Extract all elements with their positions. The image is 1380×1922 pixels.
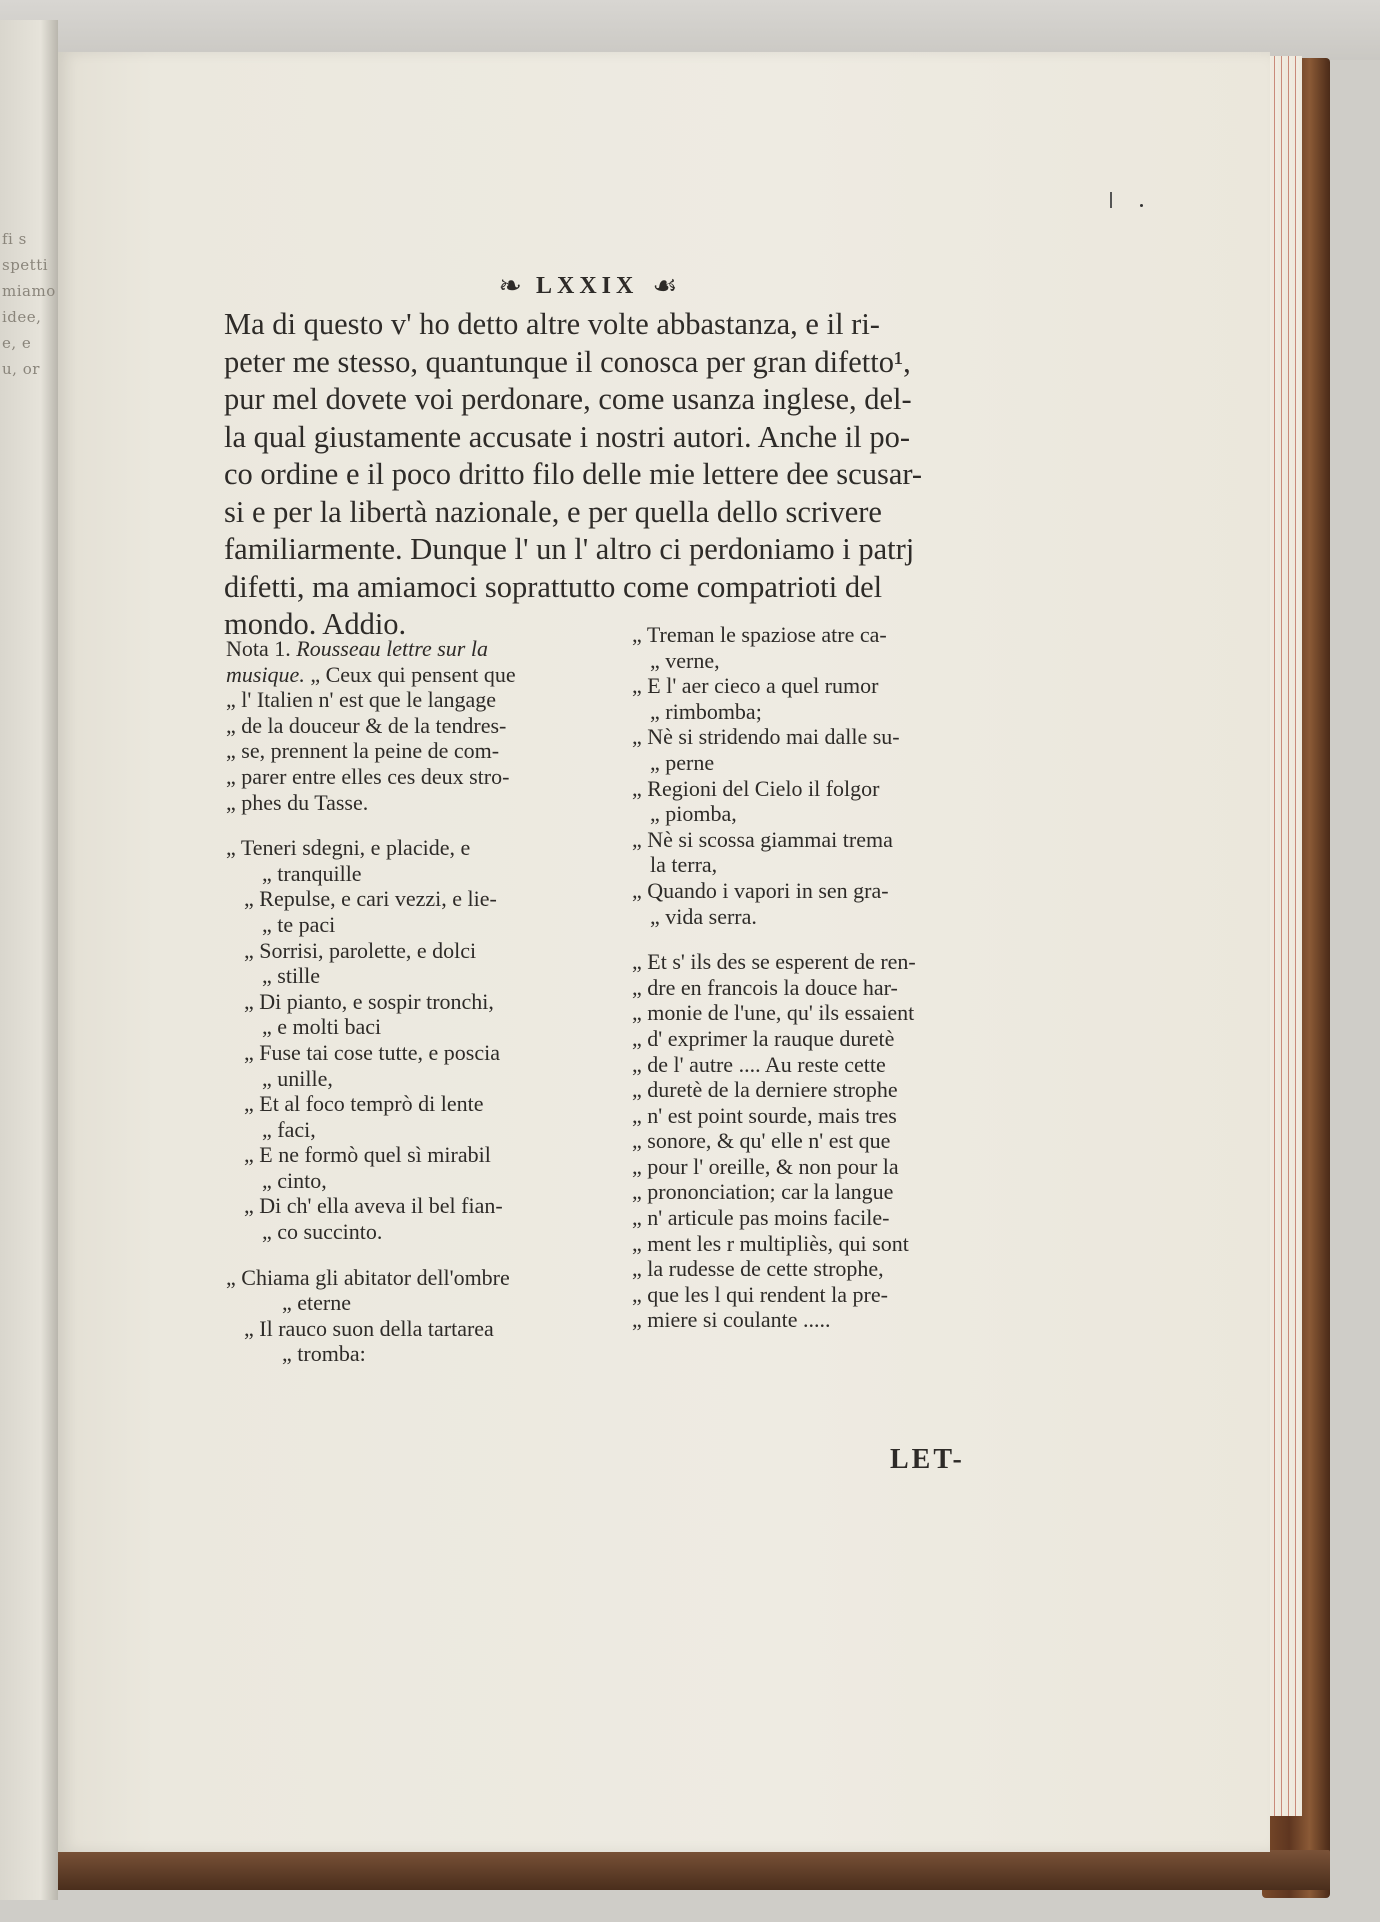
commentary-line: „ ment les r multipliès, qui sont: [632, 1230, 909, 1256]
commentary-line: „ pour l' oreille, & non pour la: [632, 1153, 899, 1179]
note-line: „ parer entre elles ces deux stro-: [226, 763, 510, 789]
note-label: Nota 1.: [226, 636, 291, 661]
facing-page-edge: fi s spetti miamo idee, e, e u, or: [0, 20, 58, 1900]
verse-line: „ co succinto.: [262, 1219, 383, 1245]
catchword: LET-: [890, 1444, 965, 1475]
verse-line: „ rimbomba;: [650, 698, 762, 724]
verse-line: „ Il rauco suon della tartarea: [244, 1315, 494, 1341]
footnote-left-column: [226, 636, 616, 1367]
verse-line: „ Nè si scossa giammai trema: [632, 826, 893, 852]
page-number: LXXIX: [536, 272, 639, 299]
verse-line: „ Fuse tai cose tutte, e poscia: [244, 1039, 500, 1065]
note-source: Rousseau lettre sur la: [296, 636, 488, 661]
commentary-line: „ n' articule pas moins facile-: [632, 1205, 890, 1231]
text-line: la qual giustamente accusate i nostri autori. Anche il po-: [224, 419, 911, 454]
commentary-line: „ sonore, & qu' elle n' est que: [632, 1128, 891, 1154]
note-line: „ de la douceur & de la tendres-: [226, 712, 507, 738]
note-intro-first: „ Ceux qui pensent que: [310, 661, 516, 687]
verse-line: „ Teneri sdegni, e placide, e: [226, 835, 471, 861]
verse-line: „ E l' aer cieco a quel rumor: [632, 673, 879, 699]
fleuron-left-icon: ❧: [498, 269, 522, 302]
commentary-line: „ monie de l'une, qu' ils essaient: [632, 1000, 915, 1026]
footnote-right-column: [632, 622, 1012, 1333]
text-line: si e per la libertà nazionale, e per quella dello scrivere: [224, 494, 882, 529]
verse-line: „ Quando i vapori in sen gra-: [632, 877, 889, 903]
backdrop: [0, 0, 1380, 60]
text-line: co ordine e il poco dritto filo delle mie lettere dee scusar-: [224, 457, 923, 491]
page-mark: [1110, 192, 1112, 208]
book-page: [58, 52, 1270, 1852]
page-mark-dot: [1140, 204, 1143, 207]
commentary-line: „ que les l qui rendent la pre-: [632, 1281, 888, 1307]
verse-line: „ piomba,: [650, 801, 737, 827]
verse-line: „ te paci: [262, 911, 336, 937]
verse-line: la terra,: [650, 852, 718, 878]
main-paragraph: [224, 306, 1004, 644]
commentary-line: „ la rudesse de cette strophe,: [632, 1256, 884, 1282]
verse-line: „ Sorrisi, parolette, e dolci: [244, 937, 477, 963]
verse-line: „ Regioni del Cielo il folgor: [632, 775, 880, 801]
verse-line: „ perne: [650, 749, 715, 775]
text-line: Ma di questo v' ho detto altre volte abbastanza, e il ri-: [224, 307, 880, 341]
verse-line: „ cinto,: [262, 1167, 327, 1193]
fleuron-right-icon: ☙: [652, 269, 678, 302]
commentary-line: „ de l' autre .... Au reste cette: [632, 1051, 886, 1077]
verse-line: „ faci,: [262, 1116, 316, 1142]
verse-line: „ eterne: [282, 1290, 351, 1316]
commentary-line: „ dre en francois la douce har-: [632, 974, 898, 1000]
verse-line: „ E ne formò quel sì mirabil: [244, 1142, 491, 1168]
verse-line: „ Repulse, e cari vezzi, e lie-: [244, 886, 497, 912]
commentary-line: „ d' exprimer la rauque duretè: [632, 1025, 895, 1051]
text-line: peter me stesso, quantunque il conosca per gran difetto¹,: [224, 344, 911, 379]
text-line: familiarmente. Dunque l' un l' altro ci perdoniamo i patrj: [224, 532, 915, 566]
commentary-line: „ n' est point sourde, mais tres: [632, 1102, 897, 1128]
verse-line: „ stille: [262, 963, 321, 989]
text-line: pur mel dovete voi perdonare, come usanza inglese, del-: [224, 382, 912, 416]
note-line: „ se, prennent la peine de com-: [226, 738, 500, 764]
verse-line: „ verne,: [650, 647, 720, 673]
text-line: difetti, ma amiamoci soprattutto come compatrioti del: [224, 569, 883, 604]
note-line: „ l' Italien n' est que le langage: [226, 687, 496, 713]
verse-line: „ unille,: [262, 1065, 333, 1091]
note-line: „ phes du Tasse.: [226, 789, 369, 815]
verse-line: „ Et al foco temprò di lente: [244, 1091, 484, 1117]
commentary-line: „ Et s' ils des se esperent de ren-: [632, 949, 916, 975]
note-heading: [226, 636, 616, 662]
verse-line: „ e molti baci: [262, 1014, 382, 1040]
commentary-line: „ miere si coulante .....: [632, 1307, 831, 1333]
verse-line: „ Treman le spaziose atre ca-: [632, 622, 887, 647]
verse-line: „ Di ch' ella aveva il bel fian-: [244, 1193, 503, 1219]
page-header: [468, 266, 708, 306]
bottom-board: [40, 1850, 1330, 1890]
text-line: mondo. Addio.: [224, 607, 407, 641]
note-source-cont: musique.: [226, 661, 305, 687]
verse-line: „ Nè si stridendo mai dalle su-: [632, 724, 900, 750]
verse-line: „ vida serra.: [650, 903, 757, 929]
verse-line: „ tromba:: [282, 1341, 366, 1367]
commentary-line: „ prononciation; car la langue: [632, 1179, 894, 1205]
verse-line: „ tranquille: [262, 860, 362, 886]
note-heading-cont: [226, 662, 616, 688]
commentary-line: „ duretè de la derniere strophe: [632, 1077, 898, 1103]
verse-line: „ Di pianto, e sospir tronchi,: [244, 988, 494, 1014]
verse-line: „ Chiama gli abitator dell'ombre: [226, 1264, 510, 1290]
